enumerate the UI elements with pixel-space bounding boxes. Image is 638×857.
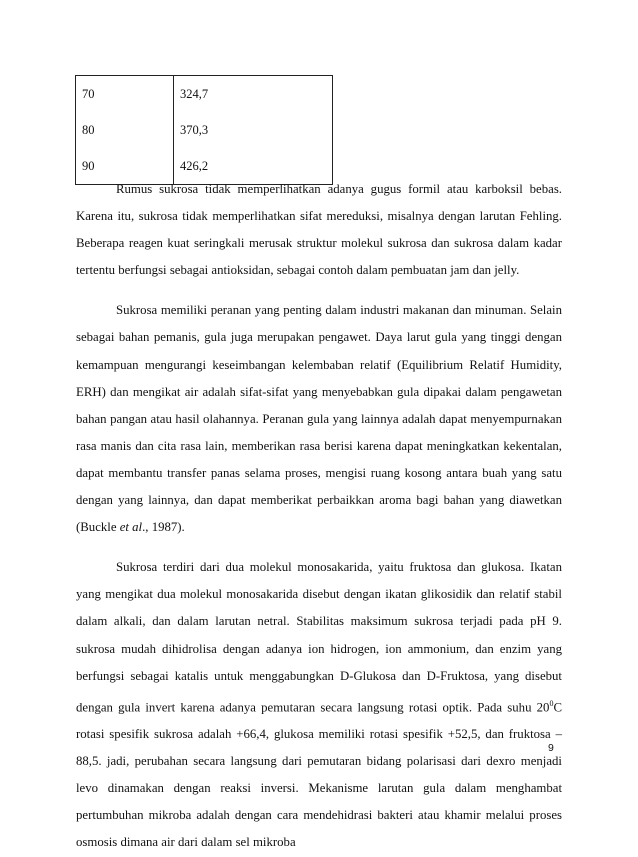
temperature-cell: 70 — [82, 87, 95, 101]
table-row — [76, 76, 333, 185]
paragraph-sucrose-structure — [76, 554, 562, 856]
citation-year: ., 1987). — [142, 520, 185, 535]
degree-superscript: 0 — [549, 698, 554, 708]
value-column — [174, 76, 333, 185]
citation-etal: et al — [119, 520, 143, 535]
paragraph-text: Sukrosa memiliki peranan yang penting dalam industri makanan dan minuman. Selain sebagai bahan pemanis, gula juga merupakan pengawet. Daya larut gula yang tinggi dengan kemampuan mengurangi keseimbangan kelembaban relatif (Equilibrium Relatif Humidity, ERH) dan mengikat air adalah sifat-sifat yang menyebabkan gula dipakai dalam pengawetan bahan pangan atau hasil olahannya. Peranan gula yang lainnya adalah dapat menyempurnakan rasa manis dan cita rasa lain, memberikan rasa berisi karena dapat meningkatkan kekentalan, dapat membantu transfer panas selama proses, mengisi ruang kosong antara buah yang satu dengan yang lainnya, dan dapat memberikat perbaikkan aroma bagi bahan yang diawetkan (Buckle — [76, 303, 562, 535]
value-cell: 324,7 — [180, 87, 209, 101]
data-table — [75, 75, 333, 185]
paragraph-text: Sukrosa terdiri dari dua molekul monosakarida, yaitu fruktosa dan glukosa. Ikatan yang mengikat dua molekul monosakarida disebut dengan ikatan glikosidik dan relatif stabil dalam alkali, dan dalam larutan netral. Stabilitas maksimum sukrosa terjadi pada pH 9. sukrosa mudah dihidrolisa dengan adanya ion hidrogen, ion ammonium, dan enzim yang berfungsi sebagai katalis untuk menggabungkan D-Glukosa dan D-Fruktosa, yang disebut dengan gula invert karena adanya pemutaran secara langsung rotasi optik. Pada suhu 20 — [76, 560, 562, 714]
page-number: 9 — [548, 742, 554, 754]
temperature-column — [76, 76, 174, 185]
paragraph-sucrose-formula: Rumus sukrosa tidak memperlihatkan adanya gugus formil atau karboksil bebas. Karena itu, sukrosa tidak memperlihatkan sifat mereduksi, misalnya dengan larutan Fehling. Beberapa reagen kuat seringkali merusak struktur molekul sukrosa dan sukrosa dalam kadar tertentu berfungsi sebagai antioksidan, sebagai contoh dalam pembuatan jam dan jelly. — [76, 182, 562, 278]
temperature-cell: 90 — [82, 159, 95, 173]
value-cell: 370,3 — [180, 123, 209, 137]
paragraph-text: C rotasi spesifik sukrosa adalah +66,4, glukosa memiliki rotasi spesifik +52,5, dan fruktosa –88,5. jadi, perubahan secara langsung dari pemutaran bidang polarisasi dari dexro menjadi levo dinamakan dengan reaksi inversi. Mekanisme larutan gula dalam menghambat pertumbuhan mikroba adalah dengan cara mendehidrasi bakteri atau khamir melalui proses osmosis dimana air dari dalam sel mikroba — [76, 699, 562, 850]
body-text — [76, 176, 562, 857]
paragraph-sucrose-role — [76, 297, 562, 541]
value-cell: 426,2 — [180, 159, 209, 173]
temperature-cell: 80 — [82, 123, 95, 137]
